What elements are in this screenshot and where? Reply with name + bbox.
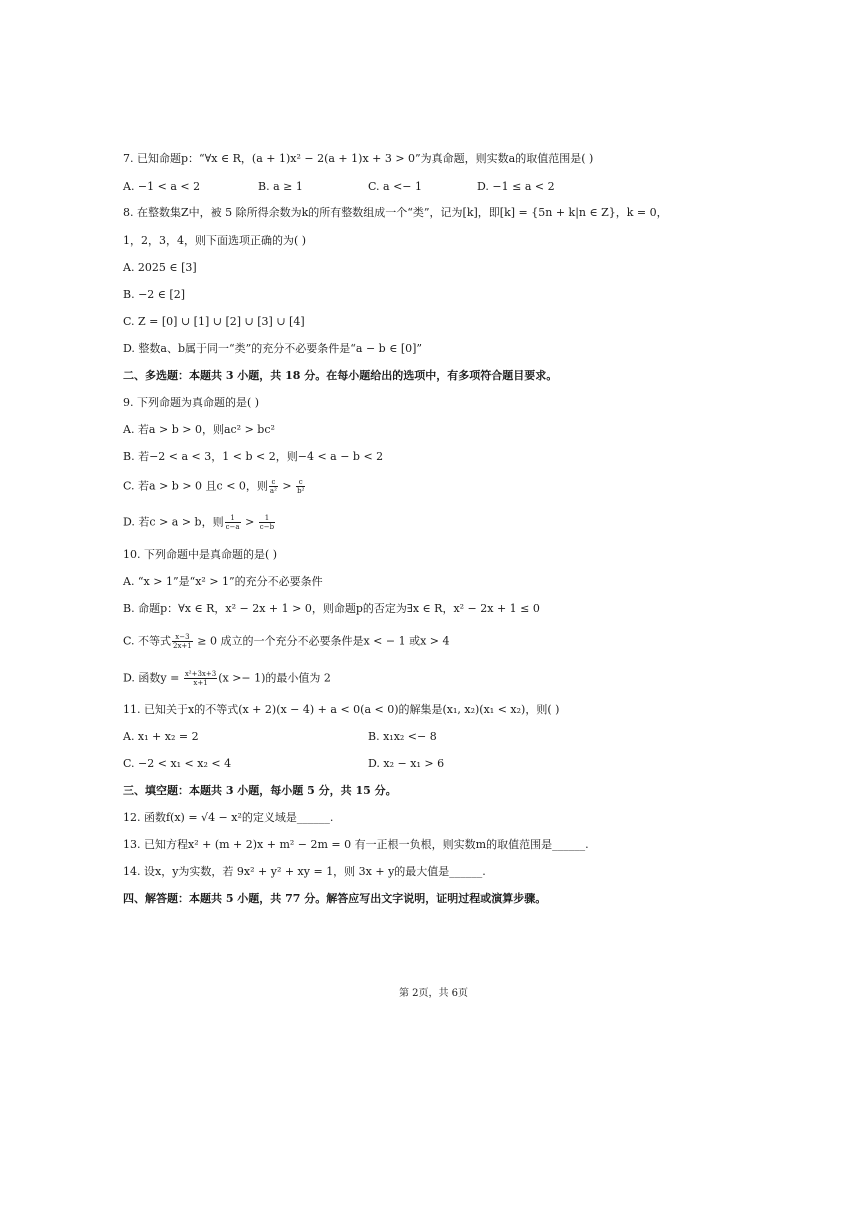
question-10-option-c-prefix: C. 不等式 (123, 634, 172, 648)
question-10-option-c-suffix: ≥ 0 成立的一个充分不必要条件是x < − 1 或x > 4 (193, 634, 450, 648)
comparison-sign: > (241, 515, 258, 529)
question-9-option-c-prefix: C. 若a > b > 0 且c < 0，则 (123, 479, 268, 493)
fraction (172, 633, 193, 650)
fraction-denominator: c−a (225, 523, 240, 531)
question-9-option-d-prefix: D. 若c > a > b，则 (123, 515, 224, 529)
question-10-option-d-suffix: (x >− 1)的最小值为 2 (218, 671, 331, 685)
question-8-option-b: B. −2 ∈ [2] (123, 288, 186, 301)
question-11-stem: 11. 已知关于x的不等式(x + 2)(x − 4) + a < 0(a < 0)的解集是(x₁, x₂)(x₁ < x₂)，则( ) (123, 703, 560, 716)
fraction (269, 478, 278, 495)
question-8-option-a: A. 2025 ∈ [3] (123, 261, 197, 274)
question-13: 13. 已知方程x² + (m + 2)x + m² − 2m = 0 有一正根一负根，则实数m的取值范围是______. (123, 838, 589, 851)
page-footer: 第 2页，共 6页 (398, 988, 469, 999)
section-4-heading: 四、解答题：本题共 5 小题，共 77 分。解答应写出文字说明，证明过程或演算步骤。 (123, 892, 547, 905)
question-12: 12. 函数f(x) = √4 − x²的定义域是______. (123, 811, 334, 824)
question-8-option-c: C. Z = [0] ∪ [1] ∪ [2] ∪ [3] ∪ [4] (123, 315, 305, 328)
fraction-denominator: x+1 (193, 679, 208, 687)
question-9-option-c (123, 478, 306, 495)
section-2-heading: 二、多选题：本题共 3 小题，共 18 分。在每小题给出的选项中，有多项符合题目要求。 (123, 369, 558, 382)
fraction (184, 670, 217, 687)
question-9-option-a: A. 若a > b > 0，则ac² > bc² (123, 423, 275, 436)
question-9-option-b: B. 若−2 < a < 3，1 < b < 2，则−4 < a − b < 2 (123, 450, 384, 463)
question-8-option-d: D. 整数a、b属于同一“类”的充分不必要条件是“a − b ∈ [0]” (123, 342, 423, 355)
question-10-stem: 10. 下列命题中是真命题的是( ) (123, 548, 278, 561)
fraction (296, 478, 305, 495)
section-3-heading: 三、填空题：本题共 3 小题，每小题 5 分，共 15 分。 (123, 784, 397, 797)
fraction (259, 514, 275, 531)
question-10-option-b: B. 命题p：∀x ∈ R，x² − 2x + 1 > 0，则命题p的否定为∃x ∈ R，x² − 2x + 1 ≤ 0 (123, 602, 540, 615)
question-11-option-c: C. −2 < x₁ < x₂ < 4 (123, 757, 232, 770)
fraction (225, 514, 241, 531)
question-11-option-b: B. x₁x₂ <− 8 (368, 730, 437, 743)
question-10-option-c (123, 633, 450, 650)
question-14: 14. 设x，y为实数，若 9x² + y² + xy = 1，则 3x + y的最大值是______. (123, 865, 486, 878)
fraction-denominator: b² (297, 487, 305, 495)
fraction-numerator: c (269, 478, 278, 487)
question-9-stem: 9. 下列命题为真命题的是( ) (123, 396, 260, 409)
fraction-numerator: 1 (259, 514, 275, 523)
question-8-stem-line2: 1，2，3，4，则下面选项正确的为( ) (123, 234, 307, 247)
question-10-option-d-prefix: D. 函数y = (123, 671, 183, 685)
question-7-option-c: C. a <− 1 (368, 180, 423, 193)
fraction-denominator: 2x+1 (173, 642, 192, 650)
fraction-denominator: a² (269, 487, 277, 495)
question-9-option-d (123, 514, 276, 531)
question-7-option-a: A. −1 < a < 2 (123, 180, 201, 193)
question-7-option-d: D. −1 ≤ a < 2 (477, 180, 555, 193)
question-11-option-d: D. x₂ − x₁ > 6 (368, 757, 445, 770)
fraction-numerator: x²+3x+3 (184, 670, 217, 678)
fraction-numerator: c (296, 478, 305, 487)
question-8-stem-line1: 8. 在整数集Z中，被 5 除所得余数为k的所有整数组成一个“类”，记为[k]，即[k] = {5n + k|n ∈ Z}，k = 0， (123, 206, 668, 219)
question-10-option-d (123, 670, 331, 687)
fraction-numerator: x−3 (172, 633, 193, 642)
question-11-option-a: A. x₁ + x₂ = 2 (123, 730, 199, 743)
question-10-option-a: A. “x > 1”是“x² > 1”的充分不必要条件 (123, 575, 323, 588)
comparison-sign: > (278, 479, 296, 493)
fraction-numerator: 1 (225, 514, 241, 523)
question-7-stem: 7. 已知命题p：“∀x ∈ R，(a + 1)x² − 2(a + 1)x + 3 > 0”为真命题，则实数a的取值范围是( ) (123, 152, 594, 165)
question-7-option-b: B. a ≥ 1 (258, 180, 303, 193)
fraction-denominator: c−b (259, 523, 275, 531)
